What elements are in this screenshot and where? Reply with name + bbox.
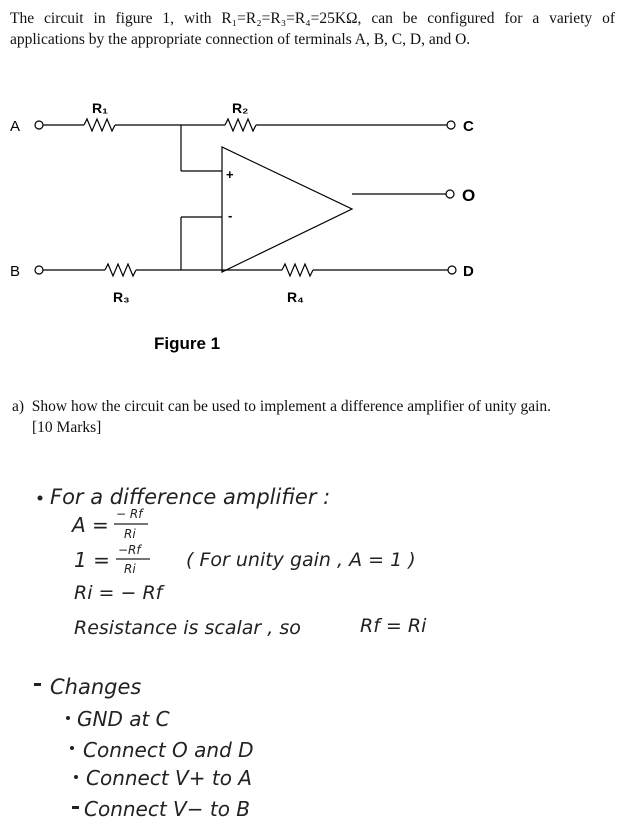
opamp-minus-label: - [228, 208, 233, 223]
handwritten-answer [0, 470, 628, 832]
change-bullet-1 [66, 716, 70, 720]
change-item-4: Connect V− to B [84, 797, 251, 821]
unity-lhs: 1 = [74, 548, 110, 572]
resistor-r2 [225, 119, 256, 131]
changes-bullet [34, 683, 41, 686]
resistor-r3-label: R₃ [113, 289, 130, 305]
bullet-dot [38, 496, 43, 501]
circuit-figure [0, 92, 628, 372]
question-prompt: a) Show how the circuit can be used to implement a difference amplifier of unity gain. [12, 398, 552, 415]
unity-numerator: −Rf [118, 543, 141, 557]
answer-heading: For a difference amplifier : [50, 485, 331, 509]
terminal-a-circle [35, 121, 43, 129]
gain-lhs: A = [72, 513, 109, 537]
terminal-a-label: A [10, 118, 21, 135]
resistance-line: Resistance is scalar , so [74, 617, 301, 639]
intro-paragraph: The circuit in figure 1, with R₁=R₂=R₃=R₄=25KΩ, can be configured for a variety of applications by the appropriate connection of terminals A, B, C, D, and O. [10, 10, 615, 48]
change-bullet-2 [70, 746, 74, 750]
changes-heading: Changes [50, 675, 142, 699]
terminal-b-circle [35, 266, 43, 274]
change-bullet-3 [74, 775, 78, 779]
question-marks: [10 Marks] [32, 419, 102, 436]
terminal-d-label: D [463, 263, 474, 280]
figure-caption: Figure 1 [154, 334, 221, 353]
resistor-r4 [282, 264, 313, 276]
opamp-plus-label: + [226, 167, 234, 182]
gain-denominator: Ri [124, 527, 136, 541]
change-item-2: Connect O and D [83, 738, 254, 762]
change-item-1: GND at C [77, 707, 170, 731]
resistor-r3 [105, 264, 136, 276]
question-block [12, 396, 612, 438]
gain-numerator: − Rf [116, 507, 143, 521]
terminal-d-circle [448, 266, 456, 274]
change-item-3: Connect V+ to A [86, 766, 252, 790]
change-bullet-4 [72, 806, 79, 809]
unity-note: ( For unity gain , A = 1 ) [186, 549, 416, 571]
unity-denominator: Ri [124, 562, 136, 576]
terminal-c-label: C [463, 118, 474, 135]
opamp-triangle [222, 147, 352, 272]
terminal-b-label: B [10, 263, 21, 280]
resistor-r2-label: R₂ [232, 100, 249, 116]
ri-line: Ri = − Rf [74, 582, 163, 604]
resistor-r1 [84, 119, 115, 131]
rf-equals-ri: Rf = Ri [360, 615, 427, 637]
resistor-r1-label: R₁ [92, 100, 108, 116]
terminal-o-circle [446, 190, 454, 198]
terminal-c-circle [447, 121, 455, 129]
resistor-r4-label: R₄ [287, 289, 304, 305]
terminal-o-label: O [462, 186, 476, 205]
